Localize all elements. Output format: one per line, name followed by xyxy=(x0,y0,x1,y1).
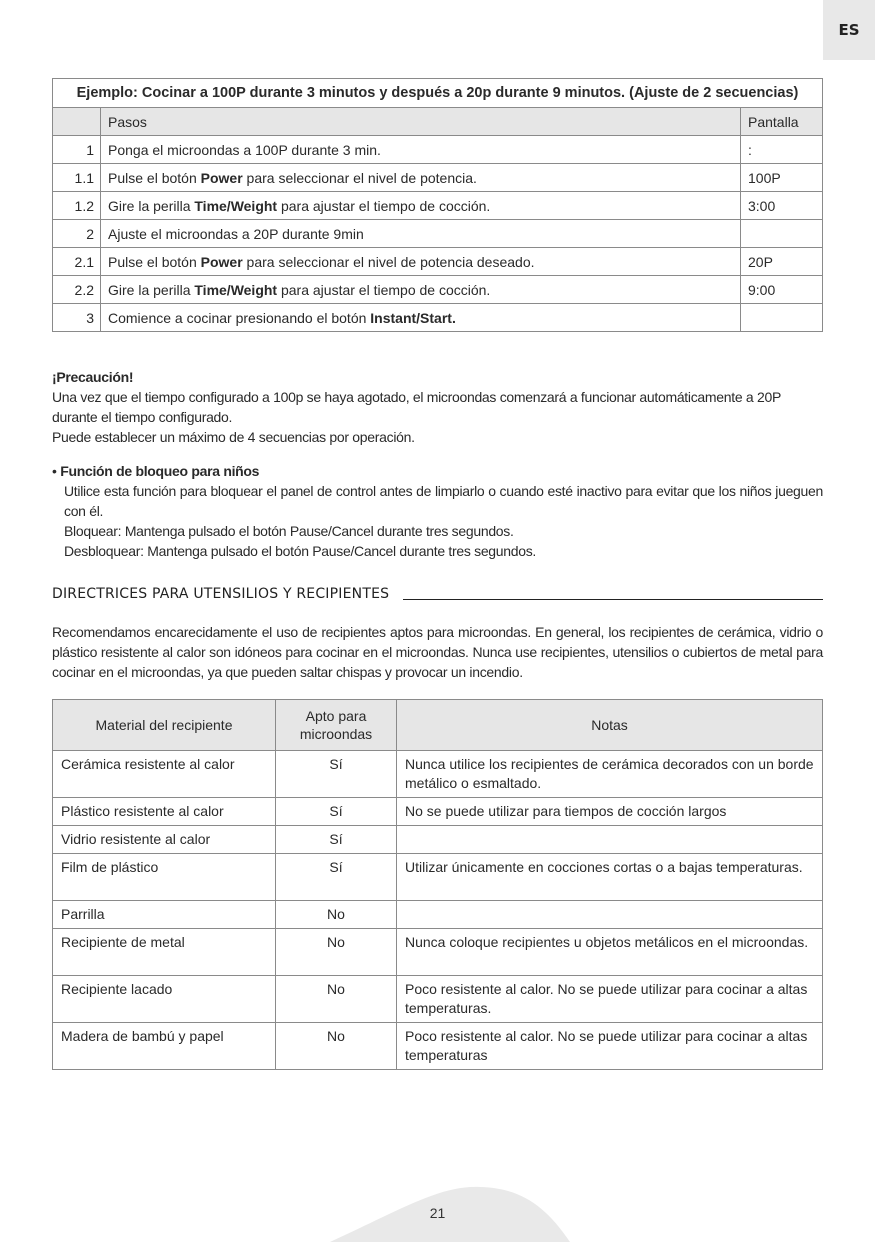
microwave-suitable: Sí xyxy=(276,826,397,854)
microwave-suitable: No xyxy=(276,901,397,929)
material-notes: No se puede utilizar para tiempos de cocción largos xyxy=(397,798,823,826)
step-number: 2 xyxy=(53,220,101,248)
step-text: Comience a cocinar presionando el botón xyxy=(108,309,371,326)
header-display: Pantalla xyxy=(741,108,823,136)
caution-title: ¡Precaución! xyxy=(52,369,134,385)
step-text: Pulse el botón xyxy=(108,169,201,186)
material-name: Recipiente lacado xyxy=(53,976,276,1023)
microwave-suitable: No xyxy=(276,1023,397,1070)
microwave-suitable: Sí xyxy=(276,854,397,901)
section-heading-text: DIRECTRICES PARA UTENSILIOS Y RECIPIENTES xyxy=(52,586,390,602)
step-number: 2.2 xyxy=(53,276,101,304)
material-name: Madera de bambú y papel xyxy=(53,1023,276,1070)
step-display: 100P xyxy=(741,164,823,192)
material-notes: Poco resistente al calor. No se puede utilizar para cocinar a altas temperaturas xyxy=(397,1023,823,1070)
step-text-end: para seleccionar el nivel de potencia. xyxy=(242,169,477,186)
step-display: : xyxy=(741,136,823,164)
material-notes: Poco resistente al calor. No se puede utilizar para cocinar a altas temperaturas. xyxy=(397,976,823,1023)
microwave-suitable: Sí xyxy=(276,751,397,798)
step-number: 1 xyxy=(53,136,101,164)
header-suitable-text: Apto para microondas xyxy=(299,708,373,742)
utensils-intro: Recomendamos encarecidamente el uso de recipientes aptos para microondas. En general, los recipientes de cerámica, vidrio o plástico resistente al calor son idóneos para cocinar en el microondas. Nunca use recipientes, utensilios o cubiertos de metal para cocinar en el microondas, ya que pueden saltar chispas y provocar un incendio. xyxy=(52,624,823,680)
material-notes: Nunca utilice los recipientes de cerámica decorados con un borde metálico o esmaltado. xyxy=(397,751,823,798)
step-text: Ponga el microondas a 100P durante 3 min. xyxy=(108,141,381,158)
microwave-suitable: No xyxy=(276,929,397,976)
step-display: 20P xyxy=(741,248,823,276)
microwave-suitable: Sí xyxy=(276,798,397,826)
child-lock-description: Utilice esta función para bloquear el panel de control antes de limpiarlo o cuando esté inactivo para evitar que los niños jueguen con él. xyxy=(64,483,823,519)
step-button-name: Time/Weight xyxy=(194,197,278,214)
material-notes: Utilizar únicamente en cocciones cortas o a bajas temperaturas. xyxy=(397,854,823,901)
step-number: 1.1 xyxy=(53,164,101,192)
header-steps: Pasos xyxy=(101,108,741,136)
step-text-end: para ajustar el tiempo de cocción. xyxy=(277,197,491,214)
step-text: Gire la perilla xyxy=(108,197,195,214)
material-name: Film de plástico xyxy=(53,854,276,901)
step-button-name: Power xyxy=(200,253,243,270)
step-number: 1.2 xyxy=(53,192,101,220)
material-name: Plástico resistente al calor xyxy=(53,798,276,826)
child-lock-title: Función de bloqueo para niños xyxy=(60,463,260,479)
header-notes: Notas xyxy=(397,700,823,751)
child-lock-lock-instruction: Bloquear: Mantenga pulsado el botón Pause/Cancel durante tres segundos. xyxy=(64,523,514,539)
step-text: Ajuste el microondas a 20P durante 9min xyxy=(108,225,364,242)
step-number: 2.1 xyxy=(53,248,101,276)
microwave-suitable: No xyxy=(276,976,397,1023)
table-title: Ejemplo: Cocinar a 100P durante 3 minutos y después a 20p durante 9 minutos. (Ajuste de 2 secuencias) xyxy=(53,79,823,108)
material-name: Vidrio resistente al calor xyxy=(53,826,276,854)
step-display: 9:00 xyxy=(741,276,823,304)
step-text: Gire la perilla xyxy=(108,281,195,298)
material-name: Recipiente de metal xyxy=(53,929,276,976)
header-material: Material del recipiente xyxy=(53,700,276,751)
step-text-end: para seleccionar el nivel de potencia deseado. xyxy=(242,253,535,270)
bullet: • xyxy=(52,463,57,479)
step-display: 3:00 xyxy=(741,192,823,220)
child-lock-unlock-instruction: Desbloquear: Mantenga pulsado el botón Pause/Cancel durante tres segundos. xyxy=(64,543,537,559)
caution-text: Una vez que el tiempo configurado a 100p se haya agotado, el microondas comenzará a funcionar automáticamente a 20P durante el tiempo configurado. xyxy=(52,389,781,425)
step-button-name: Power xyxy=(200,169,243,186)
page-number: 21 xyxy=(429,1205,446,1221)
caution-limit-text: Puede establecer un máximo de 4 secuencias por operación. xyxy=(52,429,415,445)
material-name: Cerámica resistente al calor xyxy=(53,751,276,798)
step-number: 3 xyxy=(53,304,101,332)
step-text-end: para ajustar el tiempo de cocción. xyxy=(277,281,491,298)
material-notes: Nunca coloque recipientes u objetos metálicos en el microondas. xyxy=(397,929,823,976)
step-button-name: Instant/Start. xyxy=(370,309,456,326)
material-name: Parrilla xyxy=(53,901,276,929)
language-tab: ES xyxy=(823,0,875,60)
step-button-name: Time/Weight xyxy=(194,281,278,298)
step-text: Pulse el botón xyxy=(108,253,201,270)
